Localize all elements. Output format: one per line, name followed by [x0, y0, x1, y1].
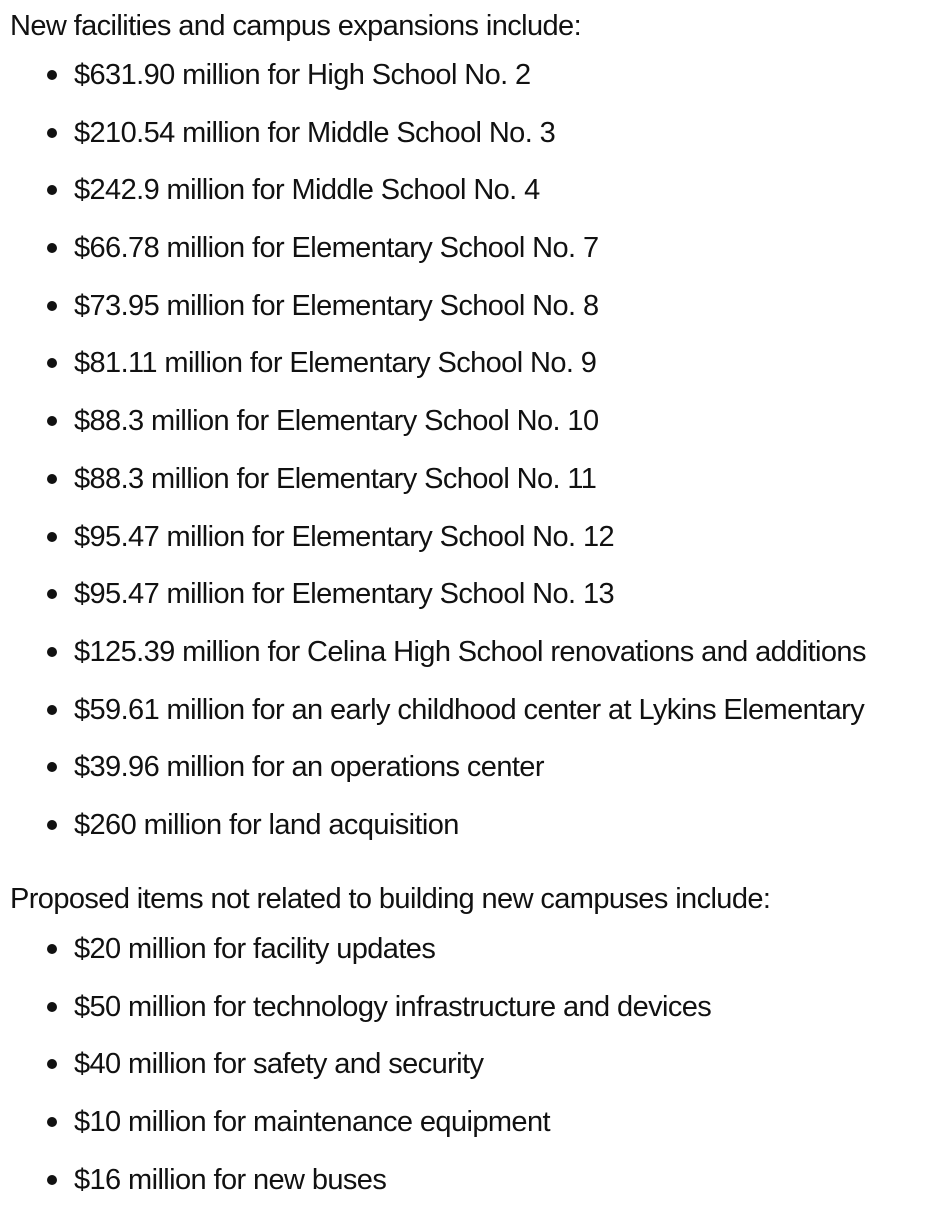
list-item-text: $631.90 million for High School No. 2: [74, 59, 531, 91]
list-item: [0, 746, 866, 804]
list-item: [0, 573, 866, 631]
new-facilities-list: [0, 54, 866, 862]
list-item: [0, 631, 866, 689]
list-item: [0, 516, 866, 574]
list-item: [0, 689, 866, 747]
bullet-icon: [47, 762, 57, 772]
list-item-text: $73.95 million for Elementary School No. 8: [74, 289, 599, 322]
list-item: [0, 928, 711, 986]
section-heading-new-facilities: New facilities and campus expansions include:: [10, 10, 582, 42]
bullet-icon: [47, 128, 57, 138]
list-item-text: $260 million for land acquisition: [74, 808, 459, 841]
bullet-icon: [47, 243, 57, 253]
list-item: [0, 112, 866, 170]
list-item: [0, 458, 866, 516]
bullet-icon: [47, 944, 57, 954]
bullet-icon: [47, 647, 57, 657]
list-item: [0, 169, 866, 227]
section-heading-other-items: Proposed items not related to building new campuses include:: [10, 883, 771, 915]
list-item-text: $40 million for safety and security: [74, 1048, 484, 1081]
bullet-icon: [47, 185, 57, 195]
bullet-icon: [47, 1175, 57, 1185]
bullet-icon: [47, 1117, 57, 1127]
other-items-list: [0, 928, 711, 1216]
list-item-text: $81.11 million for Elementary School No. 9: [74, 347, 597, 380]
bullet-icon: [47, 474, 57, 484]
bullet-icon: [47, 820, 57, 830]
list-item: [0, 285, 866, 343]
list-item: [0, 804, 866, 862]
bullet-icon: [47, 1002, 57, 1012]
bullet-icon: [47, 416, 57, 426]
list-item: [0, 1159, 711, 1216]
bullet-icon: [47, 1059, 57, 1069]
list-item-text: $88.3 million for Elementary School No. 10: [74, 405, 599, 438]
list-item-text: $88.3 million for Elementary School No. 11: [74, 462, 597, 495]
list-item: [0, 986, 711, 1044]
list-item-text: $20 million for facility updates: [74, 933, 436, 965]
bullet-icon: [47, 301, 57, 311]
bullet-icon: [47, 589, 57, 599]
list-item: [0, 1043, 711, 1101]
list-item: [0, 227, 866, 285]
bullet-icon: [47, 70, 57, 80]
list-item: [0, 1101, 711, 1159]
list-item-text: $59.61 million for an early childhood center at Lykins Elementary: [74, 693, 865, 726]
bullet-icon: [47, 705, 57, 715]
list-item-text: $125.39 million for Celina High School renovations and additions: [74, 635, 866, 668]
list-item-text: $242.9 million for Middle School No. 4: [74, 174, 540, 207]
list-item-text: $210.54 million for Middle School No. 3: [74, 116, 556, 149]
list-item-text: $50 million for technology infrastructure and devices: [74, 990, 712, 1023]
list-item-text: $95.47 million for Elementary School No. 13: [74, 578, 614, 611]
list-item-text: $16 million for new buses: [74, 1163, 387, 1196]
bullet-icon: [47, 358, 57, 368]
list-item: [0, 400, 866, 458]
list-item: [0, 342, 866, 400]
list-item-text: $10 million for maintenance equipment: [74, 1106, 550, 1139]
list-item: [0, 54, 866, 112]
list-item-text: $39.96 million for an operations center: [74, 751, 544, 784]
list-item-text: $95.47 million for Elementary School No. 12: [74, 520, 614, 553]
bullet-icon: [47, 532, 57, 542]
list-item-text: $66.78 million for Elementary School No. 7: [74, 232, 599, 265]
